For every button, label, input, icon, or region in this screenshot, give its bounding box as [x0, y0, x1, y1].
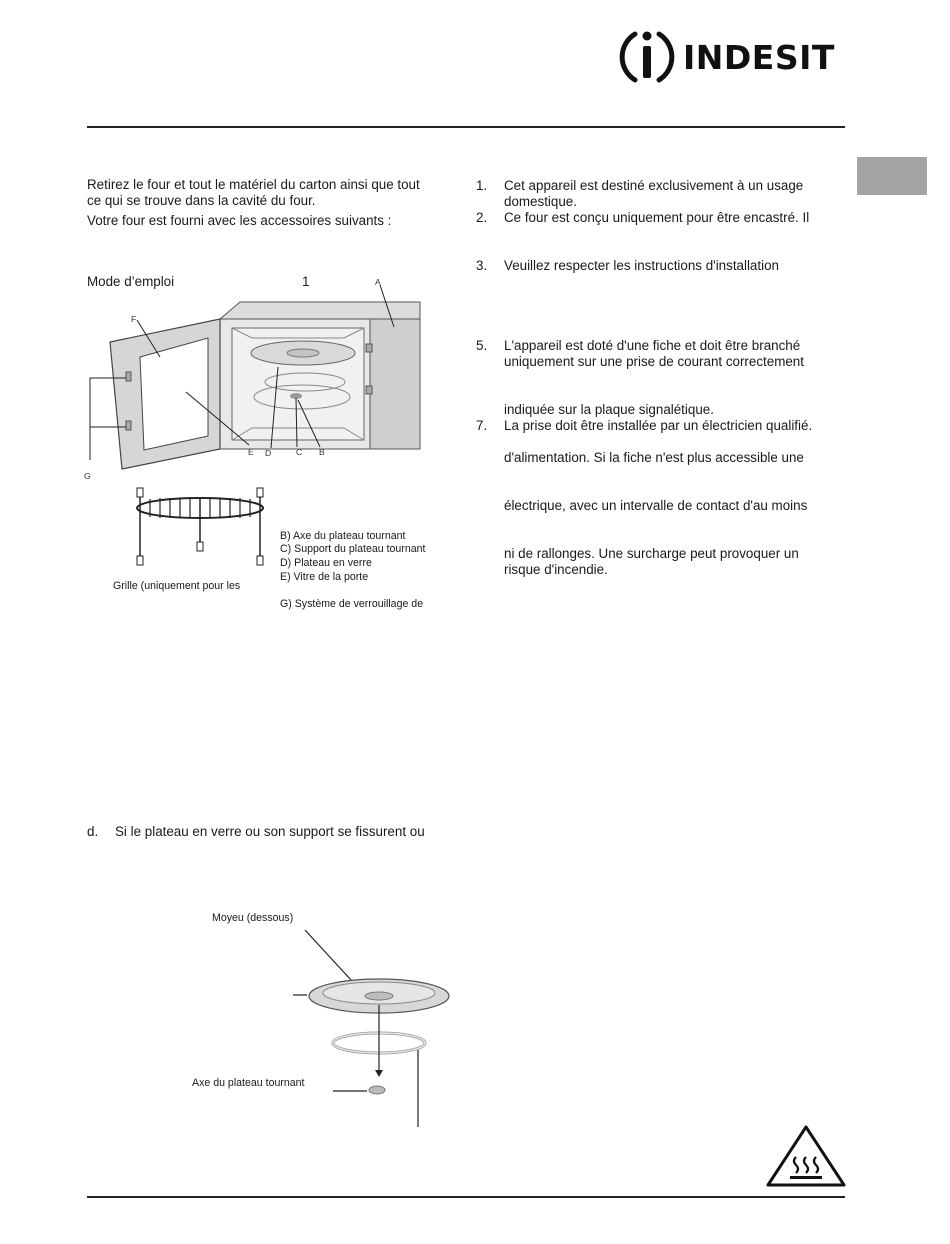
legend-e: E) Vitre de la porte	[280, 571, 369, 583]
hot-surface-warning-icon	[765, 1124, 847, 1188]
item-1-line-1: Cet appareil est destiné exclusivement à un usage	[504, 178, 804, 193]
fig-letter-f: F	[131, 314, 137, 324]
item-5-line-1: L'appareil est doté d'une fiche et doit être branché	[504, 338, 801, 353]
footer-rule	[87, 1196, 845, 1198]
hub-label: Moyeu (dessous)	[212, 912, 294, 924]
item-3-number: 3.	[476, 258, 488, 273]
item-10-line-1: ni de rallonges. Une surcharge peut provoquer un	[504, 546, 799, 561]
section-tab	[857, 157, 927, 195]
turntable-diagram-icon	[285, 925, 465, 1130]
item-1-number: 1.	[476, 178, 488, 193]
indesit-logo-icon	[615, 24, 679, 88]
item-7-line-1: La prise doit être installée par un électricien qualifié.	[504, 418, 813, 433]
item-2-number: 2.	[476, 210, 488, 225]
legend-d: D) Plateau en verre	[280, 557, 372, 569]
grill-rack-icon	[125, 486, 275, 568]
legend-b: B) Axe du plateau tournant	[280, 530, 406, 542]
legend-c: C) Support du plateau tournant	[280, 543, 426, 555]
item-d-text: Si le plateau en verre ou son support se fissurent ou	[115, 824, 425, 839]
manual-qty: 1	[302, 274, 310, 289]
fig-letter-e: E	[248, 447, 254, 457]
axis-label: Axe du plateau tournant	[192, 1077, 305, 1089]
fig-letter-a: A	[375, 277, 381, 287]
indesit-logo	[615, 24, 845, 88]
brand-name: INDESIT	[683, 38, 835, 77]
item-6-line-1: indiquée sur la plaque signalétique.	[504, 402, 714, 417]
fig-letter-c: C	[296, 447, 303, 457]
grill-caption: Grille (uniquement pour les	[113, 580, 241, 592]
item-10-line-2: risque d'incendie.	[504, 562, 608, 577]
microwave-diagram-icon	[80, 272, 430, 487]
item-3-line-1: Veuillez respecter les instructions d'installation	[504, 258, 779, 273]
item-2-line-1: Ce four est conçu uniquement pour être encastré. Il	[504, 210, 810, 225]
accessories-line: Votre four est fourni avec les accessoires suivants :	[87, 213, 392, 228]
fig-letter-b: B	[319, 447, 325, 457]
item-d-marker: d.	[87, 824, 99, 839]
item-5-number: 5.	[476, 338, 488, 353]
item-8-line-1: d'alimentation. Si la fiche n'est plus accessible une	[504, 450, 804, 465]
item-5-line-2: uniquement sur une prise de courant correctement	[504, 354, 804, 369]
fig-letter-d: D	[265, 448, 272, 458]
intro-line-1: Retirez le four et tout le matériel du carton ainsi que tout	[87, 177, 420, 192]
item-9-line-1: électrique, avec un intervalle de contact d'au moins	[504, 498, 808, 513]
intro-line-2: ce qui se trouve dans la cavité du four.	[87, 193, 316, 208]
fig-letter-g: G	[84, 471, 91, 481]
manual-label: Mode d’emploi	[87, 274, 175, 289]
item-7-number: 7.	[476, 418, 488, 433]
item-1-line-2: domestique.	[504, 194, 577, 209]
legend-g: G) Système de verrouillage de	[280, 598, 424, 610]
header-rule	[87, 126, 845, 128]
